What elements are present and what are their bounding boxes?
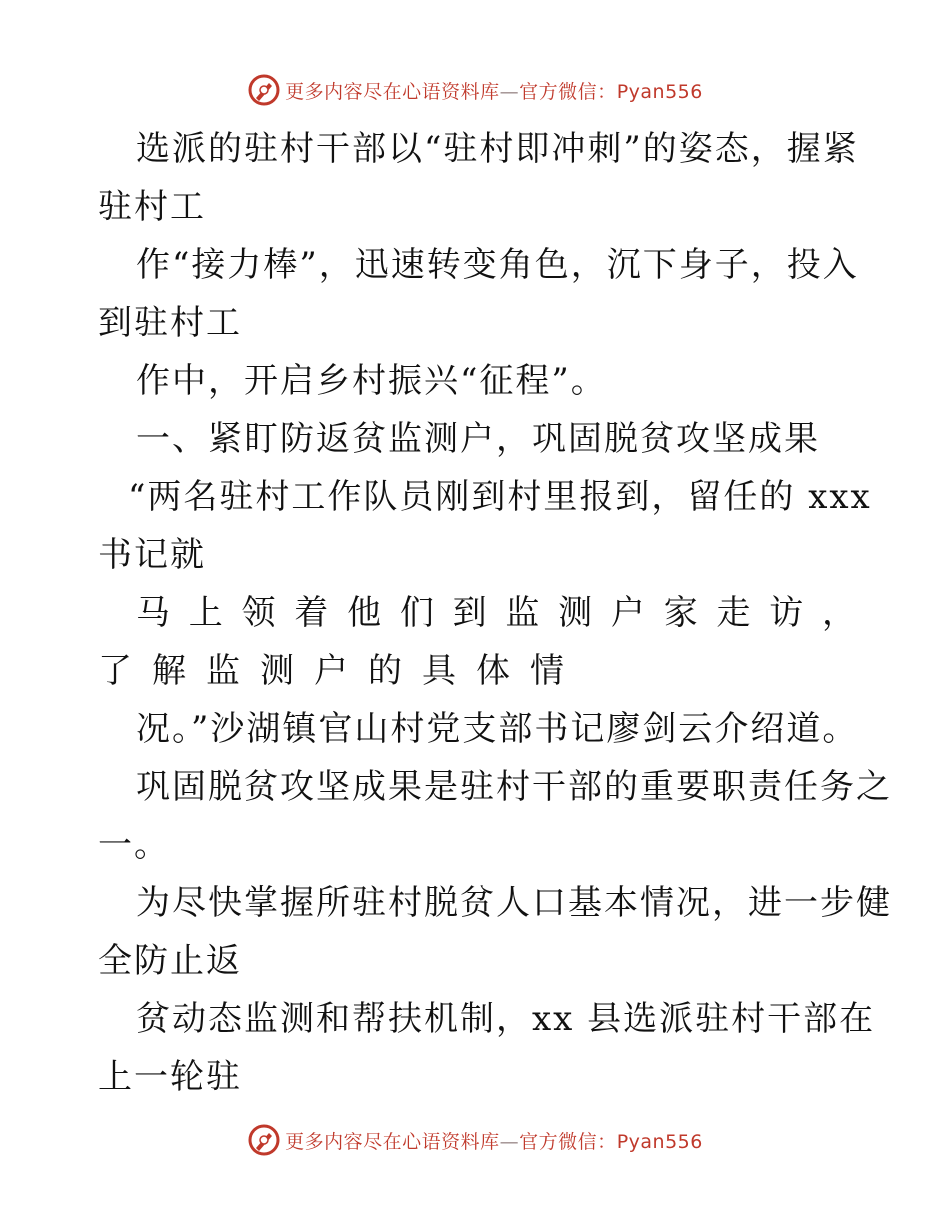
body-line: 贫动态监测和帮扶机制，xx 县选派驻村干部在 [136,999,876,1039]
body-line: 马上领着他们到监测户家走访， [136,593,858,633]
watermark-contact-label: 官方微信： [519,1130,617,1153]
watermark-brand: 更多内容尽在心语资料库 [285,80,500,103]
body-line: 况。”沙湖镇官山村党支部书记廖剑云介绍道。 [136,709,859,749]
body-line: 巩固脱贫攻坚成果是驻村干部的重要职责任务之 [136,767,892,807]
watermark-brand: 更多内容尽在心语资料库 [285,1130,500,1153]
footer-watermark [0,1120,950,1160]
watermark-contact-id: Pyan556 [616,1130,703,1153]
watermark-contact-id: Pyan556 [616,80,703,103]
watermark-text [285,77,703,104]
body-line: “两名驻村工作队员刚到村里报到，留任的 xxx [128,477,872,517]
body-line: 作中，开启乡村振兴“征程”。 [136,361,607,401]
body-line: 书记就 [98,535,206,575]
watermark-separator: — [499,80,520,103]
watermark-separator: — [499,1130,520,1153]
watermark-contact-label: 官方微信： [519,80,617,103]
body-line: 上一轮驻 [98,1057,242,1097]
body-line: 为尽快掌握所驻村脱贫人口基本情况，进一步健 [136,883,892,923]
red-circle-pen-logo-icon [247,1123,281,1157]
red-circle-pen-logo-icon [247,73,281,107]
body-line: 驻村工 [98,187,206,227]
section-heading: 一、紧盯防返贫监测户，巩固脱贫攻坚成果 [136,419,820,459]
body-line: 了解监测户的具体情 [98,651,584,691]
document-body [98,120,892,1106]
header-watermark [0,70,950,110]
body-line: 作“接力棒”，迅速转变角色，沉下身子，投入 [136,245,859,285]
body-line: 到驻村工 [98,303,242,343]
watermark-text [285,1127,703,1154]
body-line: 一。 [98,825,170,865]
body-line: 全防止返 [98,941,242,981]
body-line: 选派的驻村干部以“驻村即冲刺”的姿态，握紧 [136,129,859,169]
